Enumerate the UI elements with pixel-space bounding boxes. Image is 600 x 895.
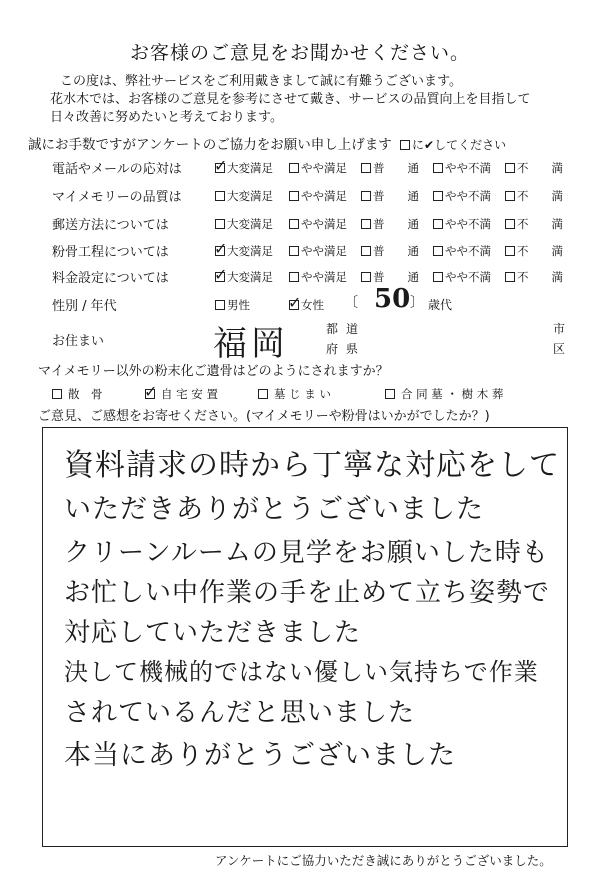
- rating-checkbox[interactable]: [361, 219, 371, 229]
- rating-option[interactable]: [289, 269, 347, 285]
- intro-line-2: 花水木では、お客様のご意見を参考にさせて戴き、サービスの品質向上を目指して: [50, 92, 531, 107]
- rating-option-label: 大変満足: [227, 244, 273, 258]
- comment-line: お忙しい中作業の手を止めて立ち姿勢で: [64, 578, 551, 608]
- rating-option[interactable]: [361, 243, 419, 259]
- rating-option-label: 不 満: [517, 217, 563, 231]
- rating-option[interactable]: [505, 216, 563, 232]
- remains-checkbox[interactable]: [258, 389, 268, 399]
- rating-option[interactable]: [361, 160, 419, 176]
- prefecture-michi: 道: [346, 322, 359, 336]
- remains-option-label: 合 同 墓 ・ 樹 木 葬: [401, 387, 504, 401]
- comment-line: 対応していただきました: [64, 618, 362, 648]
- footer-thanks: アンケートにご協力いただき誠にありがとうございました。: [215, 853, 552, 868]
- intro-line-1: この度は、弊社サービスをご利用戴きまして誠に有難うございます。: [60, 74, 462, 89]
- prefecture-ken: 県: [346, 342, 359, 356]
- rating-option-label: 大変満足: [227, 270, 273, 284]
- city-ku: 区: [553, 342, 566, 356]
- survey-request-text: 誠にお手数ですがアンケートのご協力をお願い申し上げます: [28, 137, 392, 153]
- age-open-bracket: 〔: [344, 295, 358, 311]
- rating-checkbox[interactable]: [505, 163, 515, 173]
- rating-question-label: 電話やメールの応対は: [52, 162, 182, 177]
- prefecture-fu: 府: [326, 342, 339, 356]
- rating-option-label: やや満足: [301, 217, 347, 231]
- check-mark-icon: ✓: [214, 156, 228, 175]
- rating-option-label: やや不満: [445, 244, 491, 258]
- rating-option[interactable]: [505, 269, 563, 285]
- rating-checkbox[interactable]: [215, 191, 225, 201]
- rating-option[interactable]: [215, 188, 273, 204]
- rating-option-label: やや不満: [445, 161, 491, 175]
- rating-option-label: 普 通: [373, 161, 419, 175]
- rating-option[interactable]: [215, 216, 273, 232]
- rating-option[interactable]: [433, 243, 491, 259]
- rating-checkbox[interactable]: [289, 191, 299, 201]
- rating-option[interactable]: [289, 216, 347, 232]
- rating-option[interactable]: [214, 265, 273, 285]
- check-mark-icon: ✓: [214, 239, 228, 258]
- remains-question: マイメモリー以外の粉末化ご遺骨はどのようにされますか？: [38, 364, 389, 379]
- city-shi: 市: [553, 322, 566, 336]
- rating-option-label: 普 通: [373, 270, 419, 284]
- rating-checkbox[interactable]: [433, 191, 443, 201]
- comment-line: されているんだと思いました: [64, 698, 416, 728]
- rating-option[interactable]: [505, 243, 563, 259]
- example-checkbox: [400, 140, 410, 150]
- remains-option-label: 墓 じ ま い: [274, 387, 331, 401]
- rating-checkbox[interactable]: [433, 246, 443, 256]
- rating-option-label: やや不満: [445, 189, 491, 203]
- check-mark-icon: ✓: [214, 265, 228, 284]
- rating-option-label: やや不満: [445, 270, 491, 284]
- age-close-bracket: 〕: [410, 295, 424, 311]
- rating-checkbox[interactable]: [214, 239, 228, 258]
- survey-request-note: に: [412, 138, 425, 152]
- rating-option[interactable]: [289, 243, 347, 259]
- comment-line: 資料請求の時から丁寧な対応をして: [64, 448, 560, 483]
- age-value: 50: [374, 284, 411, 314]
- rating-option-label: 不 満: [517, 189, 563, 203]
- rating-checkbox[interactable]: [361, 246, 371, 256]
- rating-question-label: 料金設定については: [52, 271, 169, 286]
- rating-option[interactable]: [505, 188, 563, 204]
- male-label: 男性: [227, 298, 250, 312]
- comment-heading: ご意見、ご感想をお寄せください。(マイメモリーや粉骨はいかがでしたか？): [38, 409, 490, 424]
- rating-option[interactable]: [433, 269, 491, 285]
- rating-checkbox[interactable]: [505, 272, 515, 282]
- rating-checkbox[interactable]: [214, 156, 228, 175]
- remains-option[interactable]: [258, 386, 331, 402]
- remains-option[interactable]: [144, 382, 218, 402]
- rating-checkbox[interactable]: [361, 191, 371, 201]
- remains-checkbox[interactable]: [52, 389, 62, 399]
- rating-option-label: 不 満: [517, 270, 563, 284]
- rating-option[interactable]: [214, 156, 273, 176]
- rating-checkbox[interactable]: [505, 191, 515, 201]
- remains-option[interactable]: [52, 386, 103, 402]
- rating-checkbox[interactable]: [289, 246, 299, 256]
- remains-option-label: 散 骨: [68, 387, 103, 401]
- rating-checkbox[interactable]: [505, 219, 515, 229]
- rating-option[interactable]: [433, 160, 491, 176]
- rating-option-label: 普 通: [373, 244, 419, 258]
- rating-option-label: やや満足: [301, 244, 347, 258]
- address-label: お住まい: [52, 334, 105, 349]
- rating-checkbox[interactable]: [289, 219, 299, 229]
- rating-option-label: 不 満: [517, 244, 563, 258]
- rating-option-label: 普 通: [373, 217, 419, 231]
- gender-age-label: 性別 / 年代: [52, 299, 117, 314]
- remains-checkbox[interactable]: [385, 389, 395, 399]
- rating-checkbox[interactable]: [289, 272, 299, 282]
- rating-option[interactable]: [214, 239, 273, 259]
- rating-option-label: やや満足: [301, 270, 347, 284]
- comment-line: 決して機械的ではない優しい気持ちで作業: [64, 658, 539, 686]
- female-option[interactable]: [288, 293, 324, 313]
- rating-checkbox[interactable]: [361, 163, 371, 173]
- comment-line: クリーンルームの見学をお願いした時も: [64, 538, 549, 568]
- age-suffix: 歳代: [428, 298, 453, 312]
- rating-checkbox[interactable]: [505, 246, 515, 256]
- rating-option-label: 普 通: [373, 189, 419, 203]
- rating-option-label: 大変満足: [227, 217, 273, 231]
- rating-option[interactable]: [361, 216, 419, 232]
- rating-checkbox[interactable]: [214, 265, 228, 284]
- rating-option[interactable]: [361, 269, 419, 285]
- female-checkbox[interactable]: [288, 293, 302, 312]
- rating-checkbox[interactable]: [361, 272, 371, 282]
- rating-checkbox[interactable]: [215, 219, 225, 229]
- rating-option[interactable]: [433, 216, 491, 232]
- rating-question-label: 郵送方法については: [52, 218, 169, 233]
- survey-request-note-2: してください: [434, 138, 507, 152]
- rating-question-label: 粉骨工程については: [52, 245, 169, 260]
- male-checkbox[interactable]: [215, 300, 225, 310]
- rating-option-label: 大変満足: [227, 189, 273, 203]
- rating-question-label: マイメモリーの品質は: [52, 190, 182, 205]
- rating-checkbox[interactable]: [433, 163, 443, 173]
- rating-option[interactable]: [433, 188, 491, 204]
- rating-option-label: 不 満: [517, 161, 563, 175]
- survey-request: [28, 133, 506, 153]
- rating-option[interactable]: [289, 160, 347, 176]
- check-mark-icon: ✔: [424, 138, 435, 152]
- rating-option-label: 大変満足: [227, 161, 273, 175]
- rating-option-label: やや満足: [301, 189, 347, 203]
- rating-checkbox[interactable]: [433, 219, 443, 229]
- comment-line: 本当にありがとうございました: [64, 740, 456, 771]
- male-option[interactable]: [215, 297, 250, 313]
- prefecture-to: 都: [326, 322, 339, 336]
- page-title: お客様のご意見をお聞かせください。: [129, 42, 470, 64]
- check-mark-icon: ✓: [144, 382, 158, 401]
- remains-option-label: 自 宅 安 置: [161, 387, 218, 401]
- female-label: 女性: [301, 298, 324, 312]
- rating-option[interactable]: [505, 160, 563, 176]
- rating-checkbox[interactable]: [289, 163, 299, 173]
- remains-checkbox[interactable]: [144, 382, 158, 401]
- rating-option-label: やや不満: [445, 217, 491, 231]
- rating-option[interactable]: [361, 188, 419, 204]
- comment-line: いただきありがとうございました: [64, 494, 484, 525]
- address-value: 福岡: [213, 324, 289, 364]
- rating-checkbox[interactable]: [433, 272, 443, 282]
- rating-option[interactable]: [289, 188, 347, 204]
- intro-line-3: 日々改善に努めたいと考えております。: [50, 110, 283, 125]
- check-mark-icon: ✓: [288, 293, 302, 312]
- rating-option-label: やや満足: [301, 161, 347, 175]
- remains-option[interactable]: [385, 386, 503, 402]
